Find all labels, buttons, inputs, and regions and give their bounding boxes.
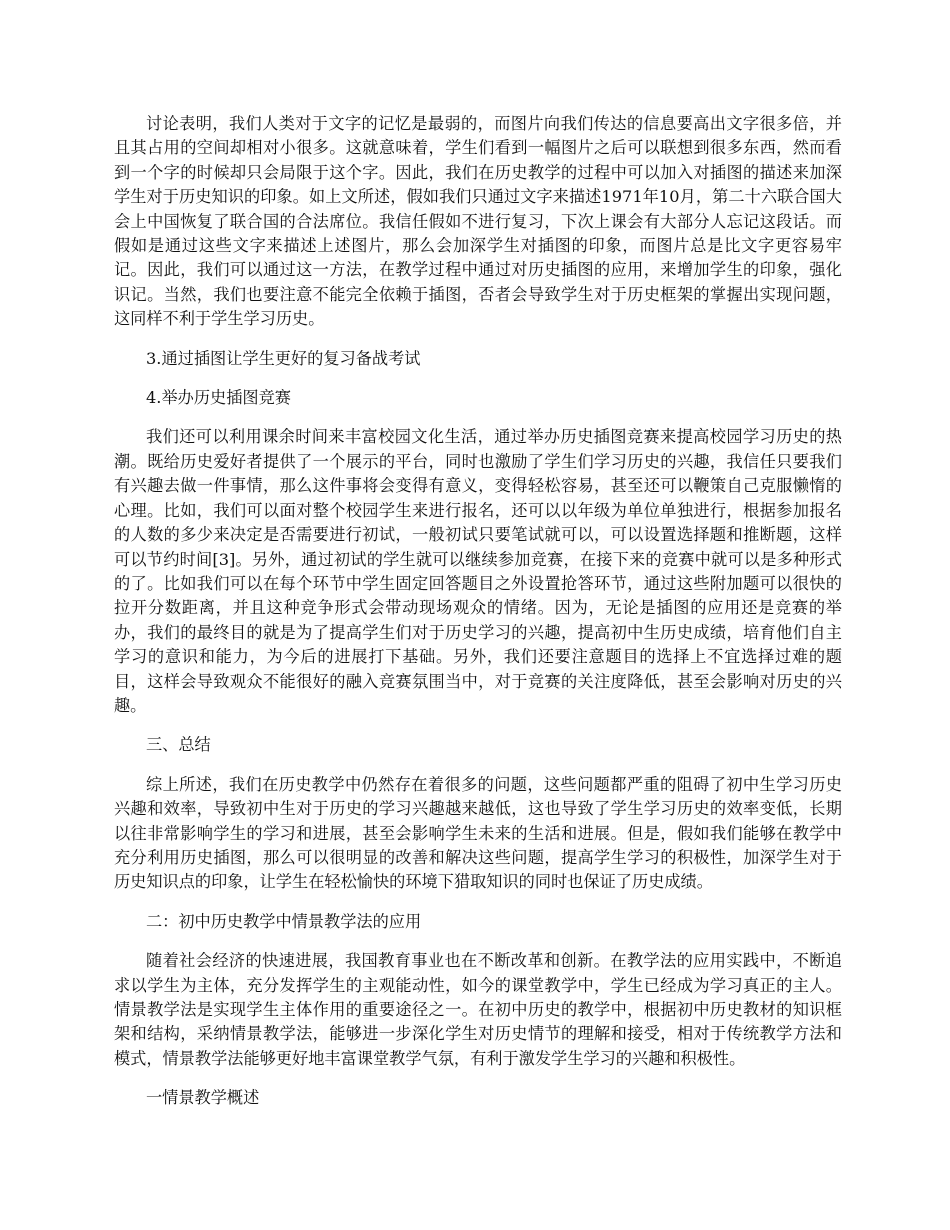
heading-illustration-contest: 4.举办历史插图竞赛 xyxy=(146,388,291,408)
paragraph-contest: 我们还可以利用课余时间来丰富校园文化生活，通过举办历史插图竞赛来提高校园学习历史的热潮。既给历史爱好者提供了一个展示的平台，同时也激励了学生们学习历史的兴趣，我信任只要我们有兴趣去做一件事情，那么这件事将会变得有意义，变得轻松容易，甚至还可以鞭策自己克服懒惰的心理。比如，我们可以面对整个校园学生来进行报名，还可以以年级为单位单独进行，根据参加报名的人数的多少来决定是否需要进行初试，一般初试只要笔试就可以，可以设置选择题和推断题，这样可以节约时间[3]。另外，通过初试的学生就可以继续参加竞赛，在接下来的竞赛中就可以是多种形式的了。比如我们可以在每个环节中学生固定回答题目之外设置抢答环节，通过这些附加题可以很快的拉开分数距离，并且这种竞争形式会带动现场观众的情绪。因为，无论是插图的应用还是竞赛的举办，我们的最终目的就是为了提高学生们对于历史学习的兴趣，提高初中生历史成绩，培育他们自主学习的意识和能力，为今后的进展打下基础。另外，我们还要注意题目的选择上不宜选择过难的题目，这样会导致观众不能很好的融入竞赛氛围当中，对于竞赛的关注度降低，甚至会影响对历史的兴趣。 xyxy=(114,427,842,715)
paragraph-summary: 综上所述，我们在历史教学中仍然存在着很多的问题，这些问题都严重的阻碍了初中生学习历史兴趣和效率，导致初中生对于历史的学习兴趣越来越低，这也导致了学生学习历史的效率变低，长期以往非常影响学生的学习和进展，甚至会影响学生未来的生活和进展。但是，假如我们能够在教学中充分利用历史插图，那么可以很明显的改善和解决这些问题，提高学生学习的积极性，加深学生对于历史知识点的印象，让学生在轻松愉快的环境下猎取知识的同时也保证了历史成绩。 xyxy=(114,774,842,892)
paragraph-situational-teaching: 随着社会经济的快速进展，我国教育事业也在不断改革和创新。在教学法的应用实践中，不断追求以学生为主体，充分发挥学生的主观能动性，如今的课堂教学中，学生已经成为学习真正的主人。情景教学法是实现学生主体作用的重要途径之一。在初中历史的教学中，根据初中历史教材的知识框架和结构，采纳情景教学法，能够进一步深化学生对历史情节的理解和接受，相对于传统教学方法和模式，情景教学法能够更好地丰富课堂教学气氛，有利于激发学生学习的兴趣和积极性。 xyxy=(114,951,842,1068)
paragraph-illustration-memory: 讨论表明，我们人类对于文字的记忆是最弱的，而图片向我们传达的信息要高出文字很多倍，并且其占用的空间却相对小很多。这就意味着，学生们看到一幅图片之后可以联想到很多东西，然而看到一个字的时候却只会局限于这个字。因此，我们在历史教学的过程中可以加入对插图的描述来加深学生对于历史知识的印象。如上文所述，假如我们只通过文字来描述1971年10月，第二十六联合国大会上中国恢复了联合国的合法席位。我信任假如不进行复习，下次上课会有大部分人忘记这段话。而假如是通过这些文字来描述上述图片，那么会加深学生对插图的印象，而图片总是比文字更容易牢记。因此，我们可以通过这一方法，在教学过程中通过对历史插图的应用，来增加学生的印象，强化识记。当然，我们也要注意不能完全依赖于插图，否者会导致学生对于历史框架的掌握出实现问题，这同样不利于学生学习历史。 xyxy=(114,114,842,329)
heading-situational-overview: 一情景教学概述 xyxy=(146,1088,260,1108)
heading-situational-teaching: 二：初中历史教学中情景教学法的应用 xyxy=(146,911,422,931)
heading-review-exam: 3.通过插图让学生更好的复习备战考试 xyxy=(146,348,421,368)
document-body xyxy=(114,112,842,1126)
heading-summary: 三、总结 xyxy=(146,735,211,755)
